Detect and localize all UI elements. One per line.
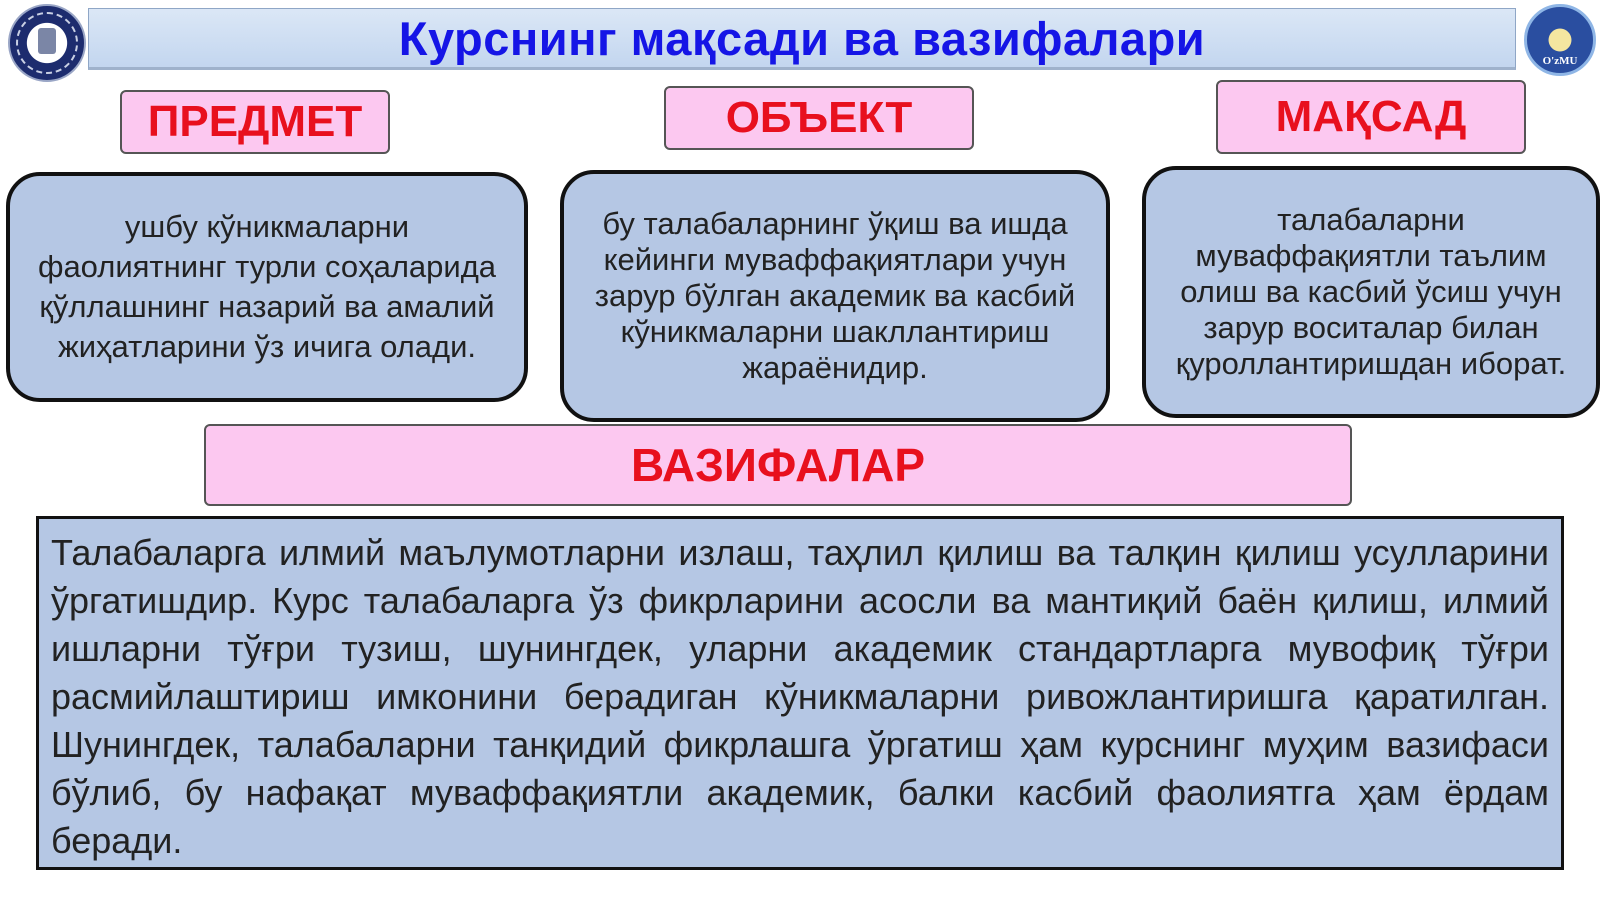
tasks-text: Талабаларга илмий маълумотларни излаш, таҳлил қилиш ва талқин қилиш усулларини ўргатишдир. Курс талабаларга ўз фикрларини асосли ва мантиқий баён қилиш, илмий ишларни тўғри тузиш, шунингдек, уларни академик стандартларга мувофиқ тўғри расмийлаштириш имконини берадиган кўникмаларни ривожлантиришга қаратилган. Шунингдек, талабаларни танқидий фикрлашга ўргатиш ҳам курснинг муҳим вазифаси бўлиб, бу нафақат муваффақиятли академик, балки касбий фаолиятга ҳам ёрдам беради. [51, 532, 1549, 861]
title-bar [88, 8, 1516, 70]
obyekt-card [560, 170, 1110, 422]
emblem-book-shape [38, 28, 56, 54]
maqsad-card [1142, 166, 1600, 418]
predmet-text: ушбу кўникмаларни фаолиятнинг турли соҳаларида қўллашнинг назарий ва амалий жиҳатларини ўз ичига олади. [37, 209, 497, 364]
vazifalar-label: ВАЗИФАЛАР [204, 424, 1352, 506]
predmet-label: ПРЕДМЕТ [120, 90, 390, 154]
obyekt-text: бу талабаларнинг ўқиш ва ишда кейинги муваффақиятлари учун зарур бўлган академик ва касбий кўникмаларни шакллантириш жараёнидир. [594, 206, 1076, 385]
maqsad-label: МАҚСАД [1216, 80, 1526, 154]
predmet-card [6, 172, 528, 402]
tasks-text-box [36, 516, 1564, 870]
ozmu-emblem-icon [1524, 4, 1596, 76]
ozmu-emblem-caption: O'zMU [1542, 55, 1578, 67]
obyekt-label: ОБЪЕКТ [664, 86, 974, 150]
university-emblem-icon [8, 4, 86, 82]
slide-title: Курснинг мақсади ва вазифалари [398, 11, 1206, 65]
maqsad-text: талабаларни муваффақиятли таълим олиш ва касбий ўсиш учун зарур воситалар билан қуроллантиришдан иборат. [1175, 202, 1567, 381]
